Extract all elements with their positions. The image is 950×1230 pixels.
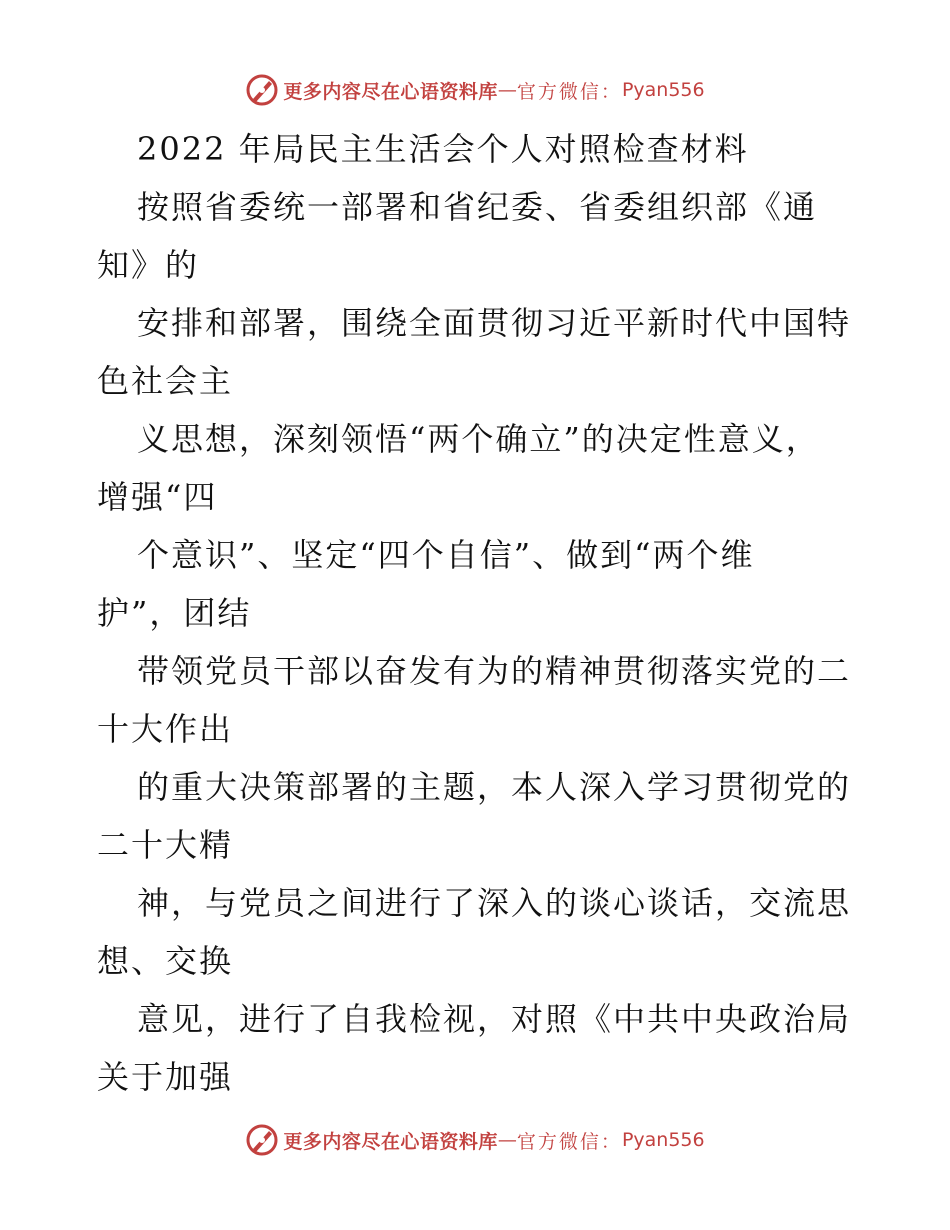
body-line: 十大作出 <box>97 710 234 748</box>
watermark-main-text: 更多内容尽在心语资料库 <box>283 1130 498 1153</box>
body-line: 护”，团结 <box>97 594 252 632</box>
body-line: 关于加强 <box>97 1058 234 1096</box>
watermark-separator: — <box>497 1129 517 1151</box>
body-line: 带领党员干部以奋发有为的精神贯彻落实党的二 <box>137 652 852 690</box>
document-body <box>97 120 857 1106</box>
body-line: 个意识”、坚定“四个自信”、做到“两个维 <box>137 536 755 574</box>
header-watermark <box>0 70 950 110</box>
body-line: 色社会主 <box>97 362 234 400</box>
body-line: 神，与党员之间进行了深入的谈心谈话，交流思 <box>137 884 852 922</box>
body-line: 按照省委统一部署和省纪委、省委组织部《通 <box>137 188 818 226</box>
watermark-wechat-id: Pyan556 <box>621 1129 705 1151</box>
body-line: 意见，进行了自我检视，对照《中共中央政治局 <box>137 1000 852 1038</box>
footer-watermark <box>0 1120 950 1160</box>
body-line: 义思想，深刻领悟“两个确立”的决定性意义， <box>137 420 820 458</box>
watermark-wechat-id: Pyan556 <box>621 79 705 101</box>
pen-circle-logo-icon <box>245 1123 279 1157</box>
body-line: 想、交换 <box>97 942 234 980</box>
body-line: 知》的 <box>97 246 200 284</box>
document-title: 2022 年局民主生活会个人对照检查材料 <box>137 130 749 168</box>
body-line: 二十大精 <box>97 826 234 864</box>
body-line: 增强“四 <box>97 478 218 516</box>
watermark-wechat-label: 官方微信： <box>516 80 622 103</box>
body-line: 的重大决策部署的主题，本人深入学习贯彻党的 <box>137 768 852 806</box>
pen-circle-logo-icon <box>245 73 279 107</box>
watermark-wechat-label: 官方微信： <box>516 1130 622 1153</box>
body-line: 安排和部署，围绕全面贯彻习近平新时代中国特 <box>137 304 852 342</box>
watermark-separator: — <box>497 79 517 101</box>
watermark-main-text: 更多内容尽在心语资料库 <box>283 80 498 103</box>
